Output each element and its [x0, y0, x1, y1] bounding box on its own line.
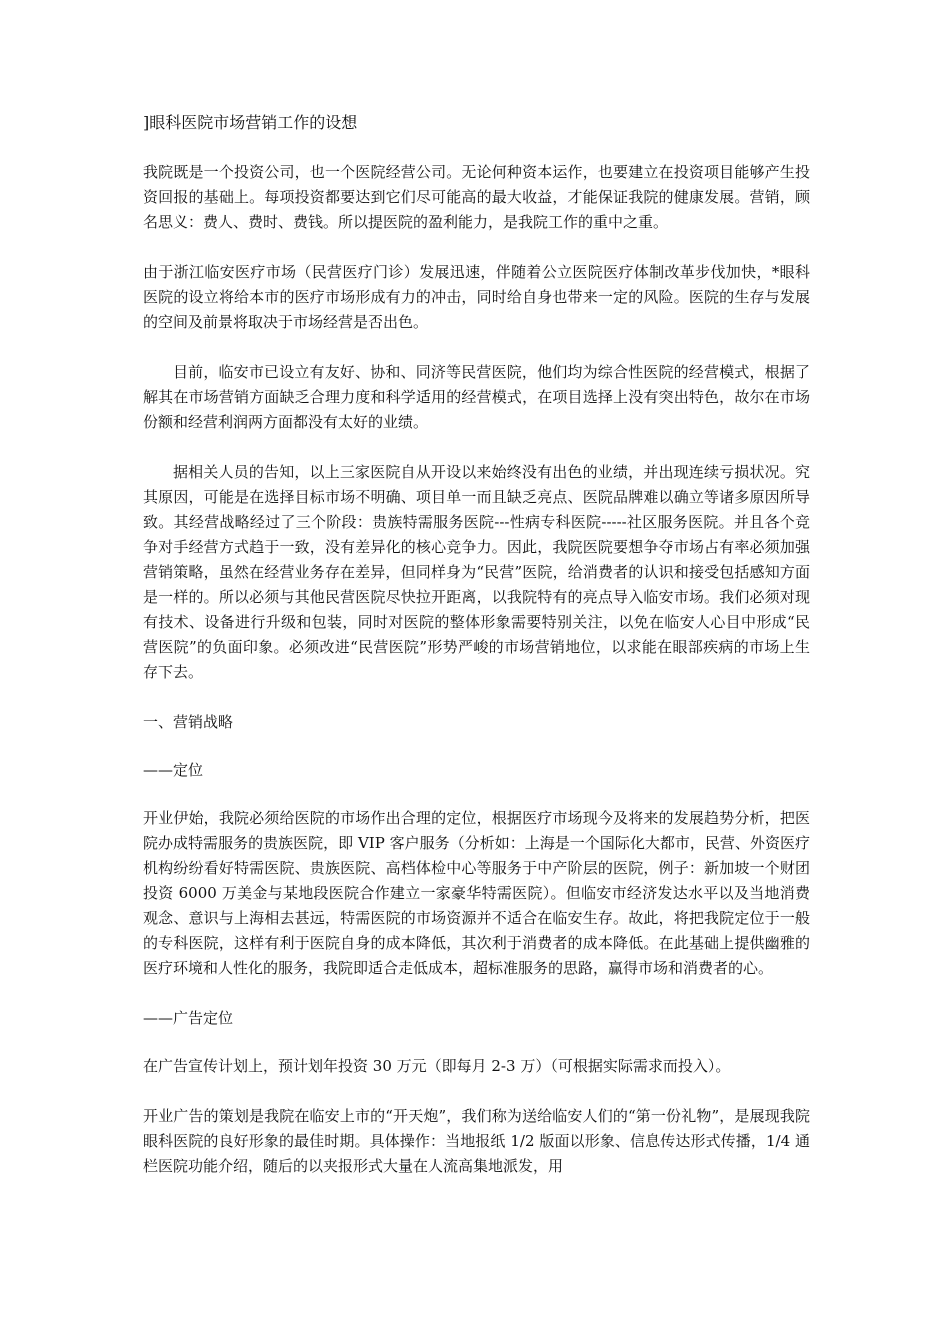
subheading-positioning: ——定位 [143, 761, 204, 779]
paragraph-positioning: 开业伊始，我院必须给医院的市场作出合理的定位，根据医疗市场现今及将来的发展趋势分析，把医院办成特需服务的贵族医院，即 VIP 客户服务（分析如：上海是一个国际化大都市，民营、外资医疗机构纷纷看好特需医院、贵族医院、高档体检中心等服务于中产阶层的医院，例子：新加坡一个财团投资 6000 万美金与某地段医院合作建立一家豪华特需医院）。但临安市经济发达水平以及当地消费观念、意识与上海相去甚远，特需医院的市场资源并不适合在临安生存。故此，将把我院定位于一般的专科医院，这样有利于医院自身的成本降低，其次利于消费者的成本降低。在此基础上提供幽雅的医疗环境和人性化的服务，我院即适合走低成本，超标准服务的思路，赢得市场和消费者的心。 [143, 809, 810, 977]
document-page [143, 111, 810, 1204]
document-title: ]眼科医院市场营销工作的设想 [143, 113, 358, 132]
paragraph-market-background: 由于浙江临安医疗市场（民营医疗门诊）发展迅速，伴随着公立医院医疗体制改革步伐加快，*眼科医院的设立将给本市的医疗市场形成有力的冲击，同时给自身也带来一定的风险。医院的生存与发展的空间及前景将取决于市场经营是否出色。 [143, 263, 810, 331]
paragraph-competitor-analysis: 据相关人员的告知，以上三家医院自从开设以来始终没有出色的业绩，并出现连续亏损状况。究其原因，可能是在选择目标市场不明确、项目单一而且缺乏亮点、医院品牌难以确立等诸多原因所导致。其经营战略经过了三个阶段：贵族特需服务医院---性病专科医院-----社区服务医院。并且各个竞争对手经营方式趋于一致，没有差异化的核心竞争力。因此，我院医院要想争夺市场占有率必须加强营销策略，虽然在经营业务存在差异，但同样身为“民营”医院，给消费者的认识和接受包括感知方面是一样的。所以必须与其他民营医院尽快拉开距离，以我院特有的亮点导入临安市场。我们必须对现有技术、设备进行升级和包装，同时对医院的整体形象需要特别关注，以免在临安人心目中形成“民营医院”的负面印象。必须改进“民营医院”形势严峻的市场营销地位，以求能在眼部疾病的市场上生存下去。 [143, 463, 810, 681]
section-heading-marketing-strategy: 一、营销战略 [143, 713, 234, 731]
subheading-ad-positioning: ——广告定位 [143, 1009, 234, 1027]
paragraph-launch-ad: 开业广告的策划是我院在临安上市的“开天炮”，我们称为送给临安人们的“第一份礼物”，是展现我院眼科医院的良好形象的最佳时期。具体操作：当地报纸 1/2 版面以形象、信息传达形式传播，1/4 通栏医院功能介绍，随后的以夹报形式大量在人流高集地派发，用 [143, 1107, 810, 1175]
paragraph-ad-budget: 在广告宣传计划上，预计划年投资 30 万元（即每月 2-3 万）（可根据实际需求而投入）。 [143, 1057, 731, 1075]
paragraph-intro: 我院既是一个投资公司，也一个医院经营公司。无论何种资本运作，也要建立在投资项目能够产生投资回报的基础上。每项投资都要达到它们尽可能高的最大收益，才能保证我院的健康发展。营销，顾名思义：费人、费时、费钱。所以提医院的盈利能力，是我院工作的重中之重。 [143, 163, 810, 231]
paragraph-competitors: 目前，临安市已设立有友好、协和、同济等民营医院，他们均为综合性医院的经营模式，根据了解其在市场营销方面缺乏合理力度和科学适用的经营模式，在项目选择上没有突出特色，故尔在市场份额和经营利润两方面都没有太好的业绩。 [143, 363, 810, 431]
